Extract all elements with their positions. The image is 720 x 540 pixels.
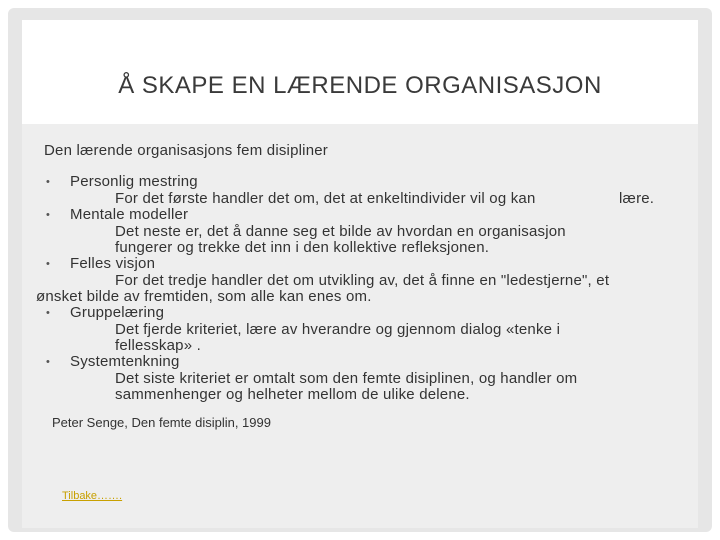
bullet-heading-mentale-modeller: Mentale modeller	[70, 206, 189, 223]
bullet-text-line: fellesskap» .	[115, 337, 201, 354]
bullet-marker: •	[46, 307, 50, 319]
title-area	[22, 20, 698, 124]
bullet-text-line: fungerer og trekke det inn i den kollektive refleksjonen.	[115, 239, 490, 256]
bullet-marker: •	[46, 176, 50, 188]
bullet-heading-personlig-mestring: Personlig mestring	[70, 173, 198, 190]
bullet-heading-systemtenkning: Systemtenkning	[70, 353, 180, 370]
bullet-heading-felles-visjon: Felles visjon	[70, 255, 156, 272]
bullet-marker: •	[46, 356, 50, 368]
bullet-text-line: Det neste er, det å danne seg et bilde av hvordan en organisasjon	[115, 223, 566, 240]
bullet-marker: •	[46, 258, 50, 270]
bullet-text-line: lære.	[619, 190, 655, 207]
bullet-text-line: For det første handler det om, det at enkeltindivider vil og kan	[115, 190, 536, 207]
slide-subtitle: Den lærende organisasjons fem disipliner	[44, 142, 328, 159]
bullet-text-line: sammenhenger og helheter mellom de ulike delene.	[115, 386, 470, 403]
bullet-text-line: ønsket bilde av fremtiden, som alle kan enes om.	[36, 288, 372, 305]
bullet-marker: •	[46, 209, 50, 221]
back-link[interactable]: Tilbake…….	[62, 490, 123, 502]
bullet-text-line: Det fjerde kriteriet, lære av hverandre og gjennom dialog «tenke i	[115, 321, 561, 338]
slide-title: Å SKAPE EN LÆRENDE ORGANISASJON	[118, 72, 602, 99]
bullet-text-line: Det siste kriteriet er omtalt som den femte disiplinen, og handler om	[115, 370, 578, 387]
bullet-text-line: For det tredje handler det om utvikling av, det å finne en "ledestjerne", et	[115, 272, 610, 289]
bullet-heading-gruppelaering: Gruppelæring	[70, 304, 165, 321]
content-area	[22, 124, 698, 528]
citation: Peter Senge, Den femte disiplin, 1999	[52, 415, 271, 430]
